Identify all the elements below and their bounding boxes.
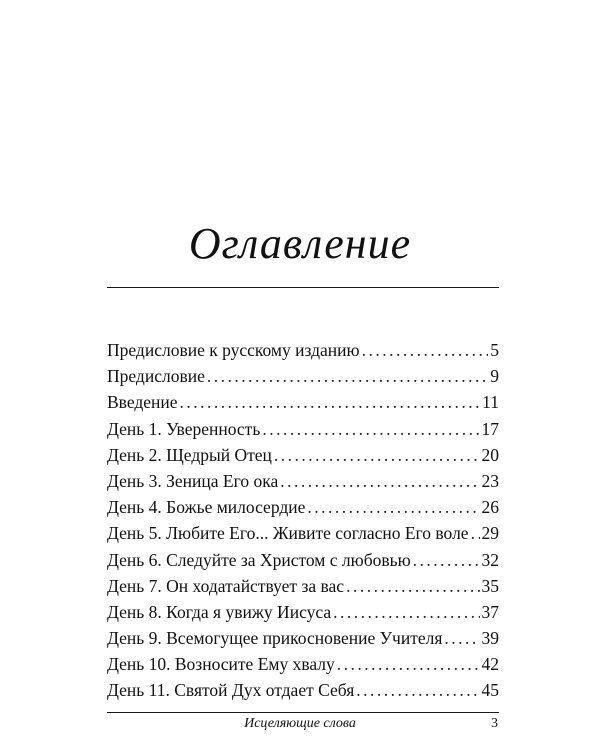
toc-entry-page: 39: [481, 628, 499, 649]
toc-leader-dots: [413, 547, 480, 573]
toc-entry[interactable]: [107, 599, 499, 625]
toc-entry-page: 5: [490, 340, 499, 360]
toc-leader-dots: [444, 625, 479, 651]
toc-entry-page: 23: [481, 470, 499, 491]
toc-entry-label: День 5. Любите Его... Живите согласно Его воле: [107, 523, 469, 544]
footer-divider: [107, 712, 499, 713]
toc-entry-page: 45: [481, 680, 499, 701]
toc-entry-label: День 7. Он ходатайствует за вас: [107, 575, 345, 596]
toc-entry[interactable]: [107, 625, 499, 651]
toc-entry-label: Предисловие: [107, 366, 205, 387]
toc-entry-page: 32: [481, 549, 499, 570]
toc-entry-label: День 6. Следуйте за Христом с любовью: [107, 549, 411, 570]
toc-leader-dots: [337, 651, 480, 677]
toc-leader-dots: [471, 520, 480, 546]
toc-entry-label: День 3. Зеница Его ока: [107, 470, 279, 491]
toc-entry[interactable]: [107, 651, 499, 677]
running-footer-title: Исцеляющие слова: [244, 716, 356, 731]
toc-entry-label: День 1. Уверенность: [107, 418, 261, 439]
toc-entry[interactable]: [107, 677, 499, 703]
toc-entry[interactable]: [107, 442, 499, 468]
toc-entry[interactable]: [107, 494, 499, 520]
toc-entry[interactable]: [107, 468, 499, 494]
toc-entry-label: День 2. Щедрый Отец: [107, 444, 272, 465]
toc-leader-dots: [280, 468, 479, 494]
toc-entry-label: Введение: [107, 392, 178, 413]
toc-leader-dots: [356, 677, 479, 703]
toc-leader-dots: [262, 416, 479, 442]
toc-leader-dots: [207, 363, 488, 389]
toc-entry[interactable]: [107, 573, 499, 599]
toc-leader-dots: [180, 389, 481, 415]
toc-entry-page: 11: [482, 392, 499, 413]
toc-entry[interactable]: [107, 363, 499, 389]
table-of-contents: [107, 337, 499, 704]
toc-leader-dots: [307, 494, 479, 520]
page-number: 3: [491, 716, 498, 731]
toc-entry-page: 17: [481, 418, 499, 439]
toc-entry-label: День 11. Святой Дух отдает Себя: [107, 680, 355, 701]
toc-entry-label: День 4. Божье милосердие: [107, 497, 306, 518]
toc-entry-label: День 10. Возносите Ему хвалу: [107, 654, 335, 675]
toc-leader-dots: [333, 599, 479, 625]
toc-entry-page: 9: [490, 366, 499, 387]
toc-leader-dots: [362, 337, 489, 363]
toc-entry[interactable]: [107, 547, 499, 573]
page-title: Оглавление: [188, 219, 412, 268]
toc-entry-page: 26: [481, 497, 499, 518]
toc-leader-dots: [346, 573, 479, 599]
toc-entry[interactable]: [107, 389, 499, 415]
toc-entry[interactable]: [107, 416, 499, 442]
toc-entry-page: 20: [481, 444, 499, 465]
toc-entry[interactable]: [107, 337, 499, 363]
toc-entry-label: День 9. Всемогущее прикосновение Учителя: [107, 628, 443, 649]
toc-leader-dots: [274, 442, 480, 468]
toc-entry-page: 29: [481, 523, 499, 544]
toc-entry[interactable]: [107, 520, 499, 546]
toc-entry-page: 37: [481, 601, 499, 622]
toc-entry-page: 42: [481, 654, 499, 675]
toc-entry-label: Предисловие к русскому изданию: [107, 340, 360, 360]
toc-entry-label: День 8. Когда я увижу Иисуса: [107, 601, 332, 622]
title-divider: [107, 287, 499, 288]
toc-entry-page: 35: [481, 575, 499, 596]
